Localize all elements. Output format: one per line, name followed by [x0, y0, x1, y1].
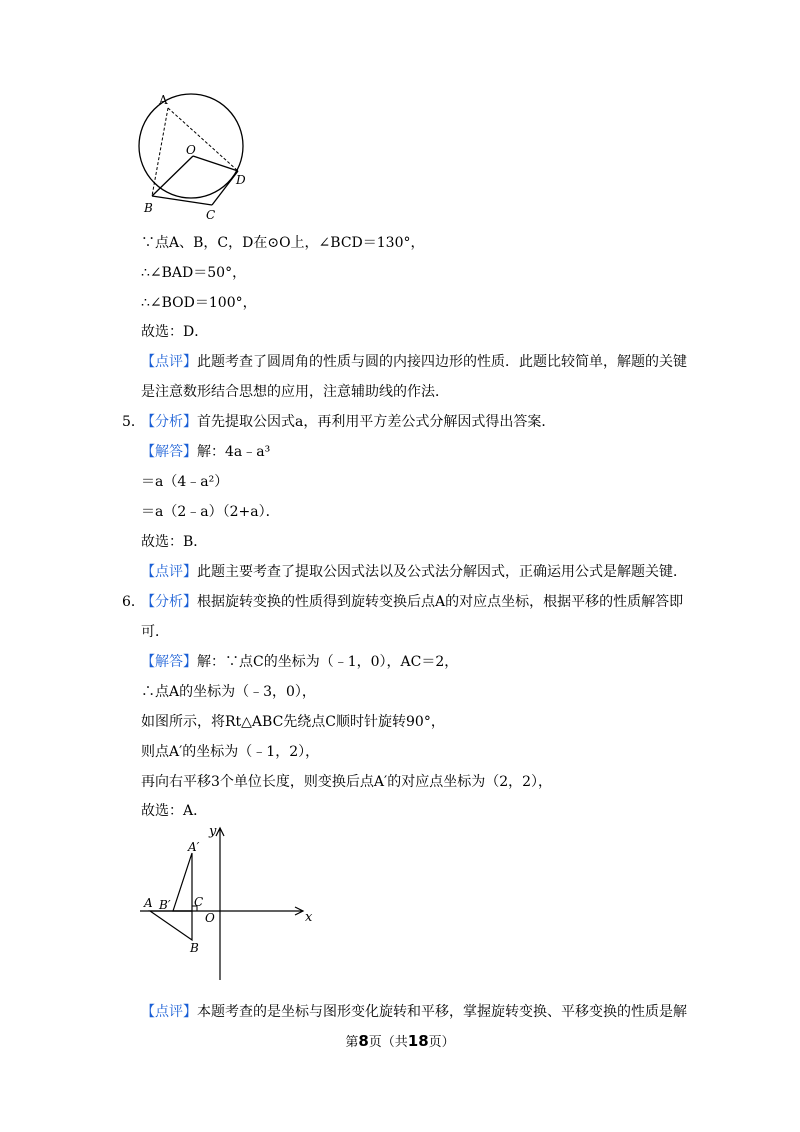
label-o: O — [186, 143, 196, 157]
label-d: D — [236, 173, 246, 187]
q5-analysis — [141, 412, 555, 432]
answer-text: 解：4a﹣a³ — [197, 444, 271, 460]
label-b-prime: B′ — [159, 898, 171, 912]
q4-line-2: ∴∠BAD＝50°， — [141, 265, 247, 281]
comment-tag: 【点评】 — [141, 354, 197, 370]
q6-line-2: ∴点A的坐标为（﹣3，0）， — [141, 684, 316, 700]
comment-tag: 【点评】 — [141, 564, 197, 580]
q5-choice: 故选：B． — [141, 534, 208, 550]
analysis-tag: 【分析】 — [141, 594, 197, 610]
q6-choice: 故选：A． — [141, 803, 208, 819]
segment-od — [193, 156, 238, 171]
analysis-text: 根据旋转变换的性质得到旋转变换后点A的对应点坐标，根据平移的性质解答即 — [197, 594, 684, 610]
label-b: B — [190, 941, 199, 955]
q5-number: 5． — [122, 414, 145, 430]
q6-analysis-cont: 可． — [141, 624, 169, 640]
q4-line-3: ∴∠BOD＝100°， — [141, 295, 257, 311]
q4-comment — [141, 352, 687, 372]
q6-line-5: 再向右平移3个单位长度，则变换后点A′的对应点坐标为（2，2）， — [141, 774, 553, 790]
label-o: O — [205, 911, 215, 925]
total-pages: 18 — [407, 1032, 429, 1050]
label-b: B — [144, 201, 153, 215]
segment-ob — [152, 156, 193, 196]
q4-line-1: ∵点A、B，C，D在⊙O上，∠BCD＝130°， — [141, 235, 425, 251]
label-c: C — [194, 895, 204, 909]
label-x: x — [305, 910, 313, 925]
coordinate-figure — [135, 822, 325, 987]
q5-comment — [141, 562, 687, 582]
analysis-text: 首先提取公因式a，再利用平方差公式分解因式得出答案． — [197, 414, 556, 430]
comment-text: 此题主要考查了提取公因式法以及公式法分解因式，正确运用公式是解题关键． — [197, 564, 687, 580]
page-number: 8 — [358, 1032, 369, 1050]
footer-prefix: 第 — [345, 1035, 359, 1050]
q6-comment — [141, 1002, 687, 1022]
segment-ad — [168, 108, 238, 171]
q5-step-1: ＝a（4﹣a²） — [141, 474, 229, 490]
q5-step-2: ＝a（2﹣a）（2+a）． — [141, 504, 280, 520]
comment-text: 本题考查的是坐标与图形变化旋转和平移，掌握旋转变换、平移变换的性质是解 — [197, 1004, 687, 1020]
q6-answer — [141, 652, 458, 672]
label-a-prime: A′ — [188, 840, 200, 854]
page-footer — [0, 1031, 800, 1050]
label-a: A — [144, 896, 153, 910]
triangle-abc — [150, 911, 192, 940]
answer-tag: 【解答】 — [141, 654, 197, 670]
q4-choice: 故选：D． — [141, 324, 209, 340]
comment-text: 此题考查了圆周角的性质与圆的内接四边形的性质．此题比较简单，解题的关键 — [197, 354, 687, 370]
circle-figure — [130, 88, 260, 223]
comment-tag: 【点评】 — [141, 1004, 197, 1020]
answer-text: 解：∵点C的坐标为（﹣1，0），AC＝2， — [197, 654, 459, 670]
analysis-tag: 【分析】 — [141, 414, 197, 430]
q4-comment-cont: 是注意数形结合思想的应用，注意辅助线的作法． — [141, 384, 449, 400]
footer-suffix: 页） — [428, 1035, 455, 1050]
triangle-a-b-c-rotated — [173, 853, 192, 911]
segment-cd — [212, 171, 238, 205]
q6-analysis — [141, 592, 683, 612]
q6-number: 6． — [122, 594, 145, 610]
footer-mid: 页（共 — [368, 1035, 408, 1050]
q6-line-3: 如图所示，将Rt△ABC先绕点C顺时针旋转90°， — [141, 714, 445, 730]
q5-answer — [141, 442, 270, 462]
label-c: C — [206, 208, 216, 222]
label-y: y — [209, 824, 217, 839]
label-a: A — [159, 93, 168, 107]
q6-line-4: 则点A′的坐标为（﹣1，2）， — [141, 744, 320, 760]
answer-tag: 【解答】 — [141, 444, 197, 460]
